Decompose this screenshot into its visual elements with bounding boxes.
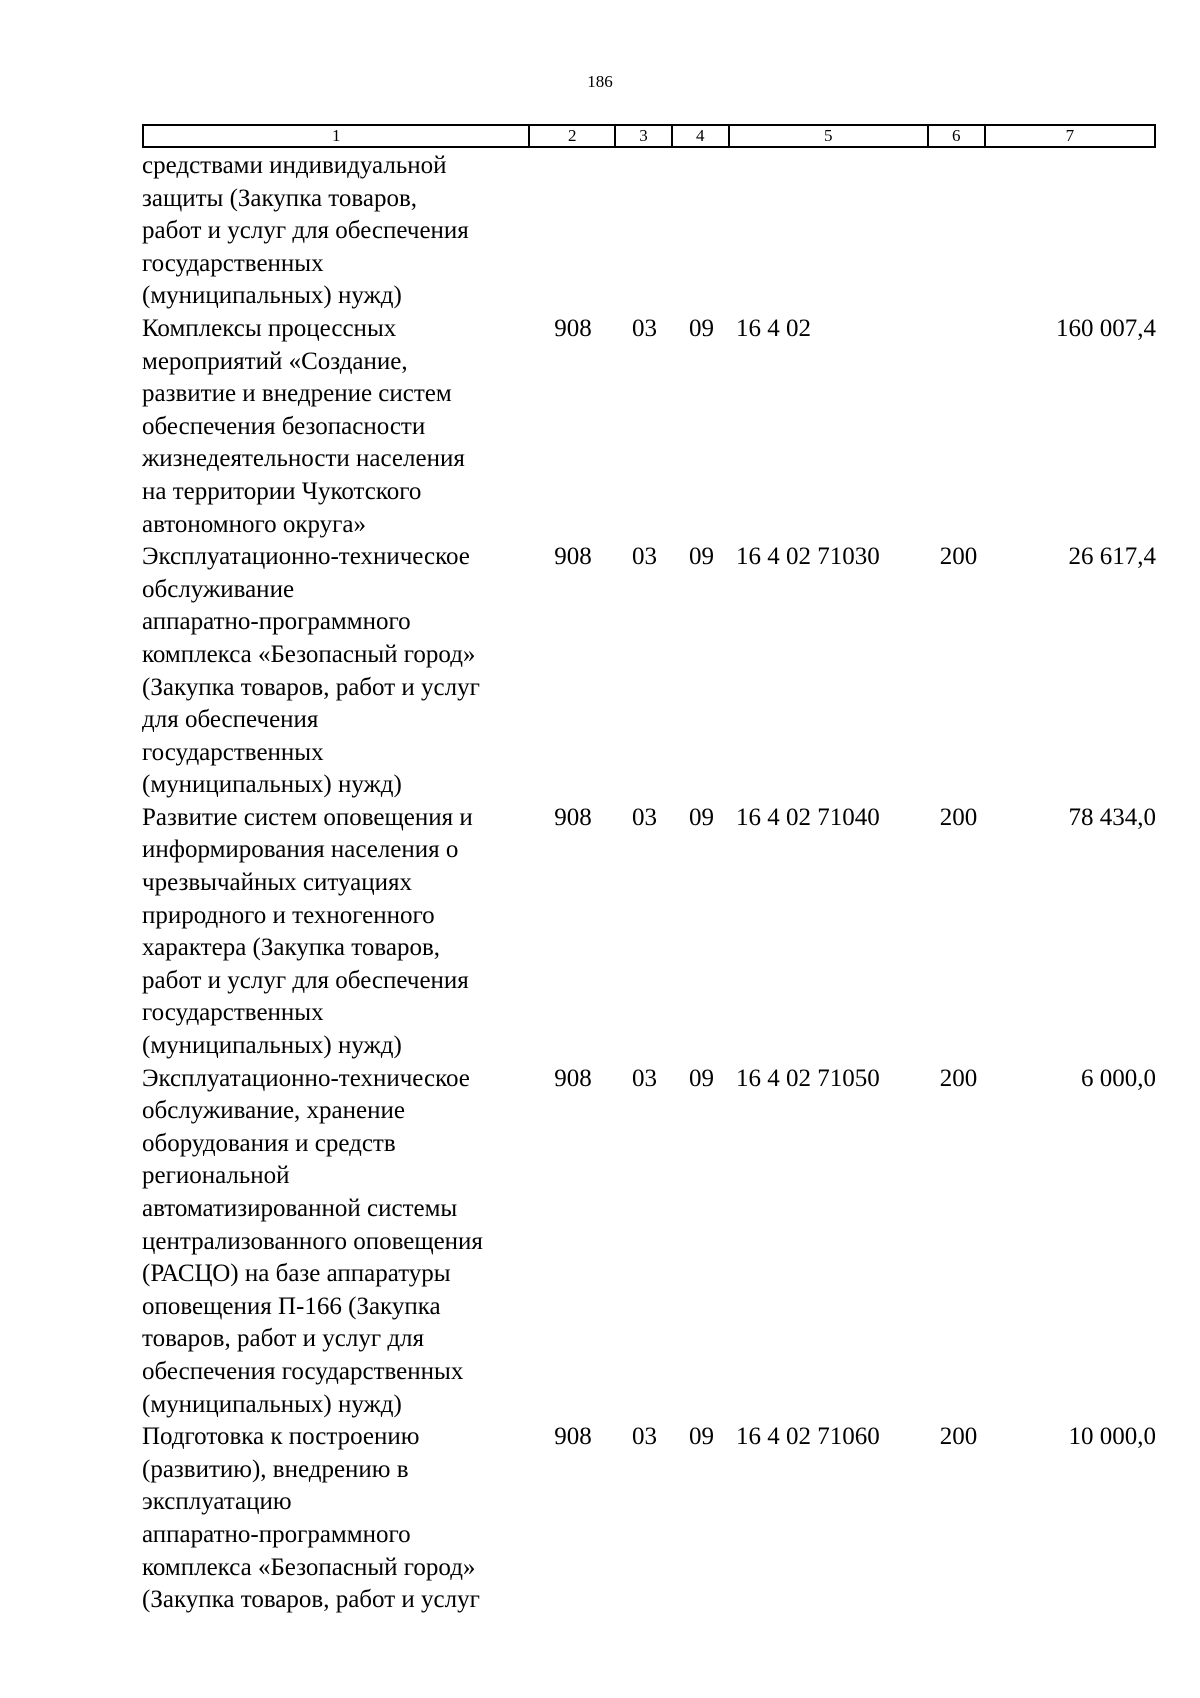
description-line: оповещения П-166 (Закупка [142, 1292, 441, 1320]
amount-cell [987, 150, 1156, 313]
row-description [142, 313, 530, 541]
section-cell: 03 [632, 1423, 657, 1451]
target-article-cell: 16 4 02 71060 [736, 1423, 880, 1451]
description-line: (развитию), внедрению в [142, 1455, 409, 1483]
section-cell: 03 [632, 314, 657, 342]
description-line: централизованного оповещения [142, 1227, 483, 1255]
section-cell [616, 150, 673, 313]
target-article-cell: 16 4 02 71040 [736, 803, 880, 831]
ministry-code-cell: 908 [554, 543, 592, 571]
target-article-cell: 16 4 02 [736, 314, 811, 342]
target-article-cell [730, 150, 930, 313]
description-line: средствами индивидуальной [142, 152, 447, 179]
description-line: государственных [142, 999, 324, 1027]
page-number: 186 [587, 72, 613, 91]
section-cell: 03 [632, 543, 657, 571]
ministry-code-cell [530, 150, 616, 313]
header-col-2: 2 [530, 126, 616, 146]
expense-type-cell: 200 [939, 1423, 978, 1451]
description-line: аппаратно-программного [142, 608, 411, 636]
table-row [142, 150, 1156, 313]
description-line: обслуживание, хранение [142, 1097, 405, 1125]
section-cell: 03 [632, 803, 657, 831]
description-line: (РАСЦО) на базе аппаратуры [142, 1260, 451, 1288]
description-line: работ и услуг для обеспечения [142, 966, 469, 994]
description-line: (муниципальных) нужд) [142, 1390, 402, 1418]
description-line: Комплексы процессных [142, 314, 397, 342]
description-line: региональной [142, 1162, 290, 1190]
row-description [142, 150, 530, 313]
description-line: государственных [142, 249, 324, 277]
description-line: Эксплуатационно-техническое [142, 1064, 470, 1092]
description-line: оборудования и средств [142, 1129, 396, 1157]
header-col-4: 4 [673, 126, 730, 146]
table-body [142, 150, 1156, 1617]
expense-type-cell: 200 [939, 803, 978, 831]
row-description [142, 802, 530, 1063]
description-line: (муниципальных) нужд) [142, 771, 402, 799]
description-line: на территории Чукотского [142, 477, 422, 505]
table-header-row [142, 124, 1156, 148]
expense-type-cell [930, 150, 987, 313]
amount-cell: 160 007,4 [1056, 314, 1156, 342]
target-article-cell: 16 4 02 71050 [736, 1064, 880, 1092]
section-cell: 03 [632, 1064, 657, 1092]
description-line: (муниципальных) нужд) [142, 1032, 402, 1060]
subsection-cell: 09 [689, 543, 714, 571]
subsection-cell [673, 150, 730, 313]
ministry-code-cell: 908 [554, 1423, 592, 1451]
expense-type-cell: 200 [939, 1064, 978, 1092]
ministry-code-cell: 908 [554, 803, 592, 831]
amount-cell: 6 000,0 [1081, 1064, 1156, 1092]
description-line: автоматизированной системы [142, 1195, 458, 1222]
table-row [142, 1421, 1156, 1617]
amount-cell: 78 434,0 [1068, 803, 1156, 831]
description-line: развитие и внедрение систем [142, 380, 452, 408]
table-row [142, 541, 1156, 802]
row-description [142, 541, 530, 802]
expense-type-cell [930, 313, 987, 541]
row-description [142, 1063, 530, 1422]
ministry-code-cell: 908 [554, 1064, 592, 1092]
description-line: Эксплуатационно-техническое [142, 543, 470, 571]
header-col-1: 1 [144, 126, 530, 146]
row-description [142, 1421, 530, 1617]
amount-cell: 26 617,4 [1068, 543, 1156, 571]
table-row [142, 1063, 1156, 1422]
description-line: комплекса «Безопасный город» [142, 640, 476, 668]
description-line: аппаратно-программного [142, 1520, 411, 1548]
table-row [142, 802, 1156, 1063]
target-article-cell: 16 4 02 71030 [736, 543, 880, 571]
subsection-cell: 09 [689, 1423, 714, 1451]
header-col-5: 5 [730, 126, 929, 146]
description-line: информирования населения о [142, 836, 459, 864]
description-line: (Закупка товаров, работ и услуг [142, 673, 480, 701]
description-line: обеспечения государственных [142, 1357, 464, 1385]
description-line: природного и техногенного [142, 901, 435, 929]
description-line: жизнедеятельности населения [142, 445, 465, 473]
expense-type-cell: 200 [939, 543, 978, 571]
description-line: (муниципальных) нужд) [142, 282, 402, 310]
description-line: обслуживание [142, 575, 295, 603]
description-line: для обеспечения [142, 706, 319, 734]
description-line: чрезвычайных ситуациях [142, 869, 413, 897]
description-line: Подготовка к построению [142, 1423, 420, 1451]
description-line: работ и услуг для обеспечения [142, 217, 469, 245]
description-line: государственных [142, 738, 324, 766]
description-line: защиты (Закупка товаров, [142, 184, 418, 212]
description-line: Развитие систем оповещения и [142, 803, 473, 831]
table-row [142, 313, 1156, 541]
subsection-cell: 09 [689, 1064, 714, 1092]
subsection-cell: 09 [689, 314, 714, 342]
header-col-6: 6 [929, 126, 986, 146]
description-line: мероприятий «Создание, [142, 347, 408, 375]
description-line: комплекса «Безопасный город» [142, 1553, 476, 1581]
amount-cell: 10 000,0 [1068, 1423, 1156, 1451]
header-col-3: 3 [616, 126, 673, 146]
description-line: обеспечения безопасности [142, 412, 426, 440]
description-line: товаров, работ и услуг для [142, 1325, 425, 1353]
ministry-code-cell: 908 [554, 314, 592, 342]
description-line: (Закупка товаров, работ и услуг [142, 1586, 480, 1614]
description-line: эксплуатацию [142, 1488, 292, 1516]
header-col-7: 7 [1065, 126, 1075, 145]
subsection-cell: 09 [689, 803, 714, 831]
description-line: автономного округа» [142, 510, 367, 538]
description-line: характера (Закупка товаров, [142, 934, 440, 962]
